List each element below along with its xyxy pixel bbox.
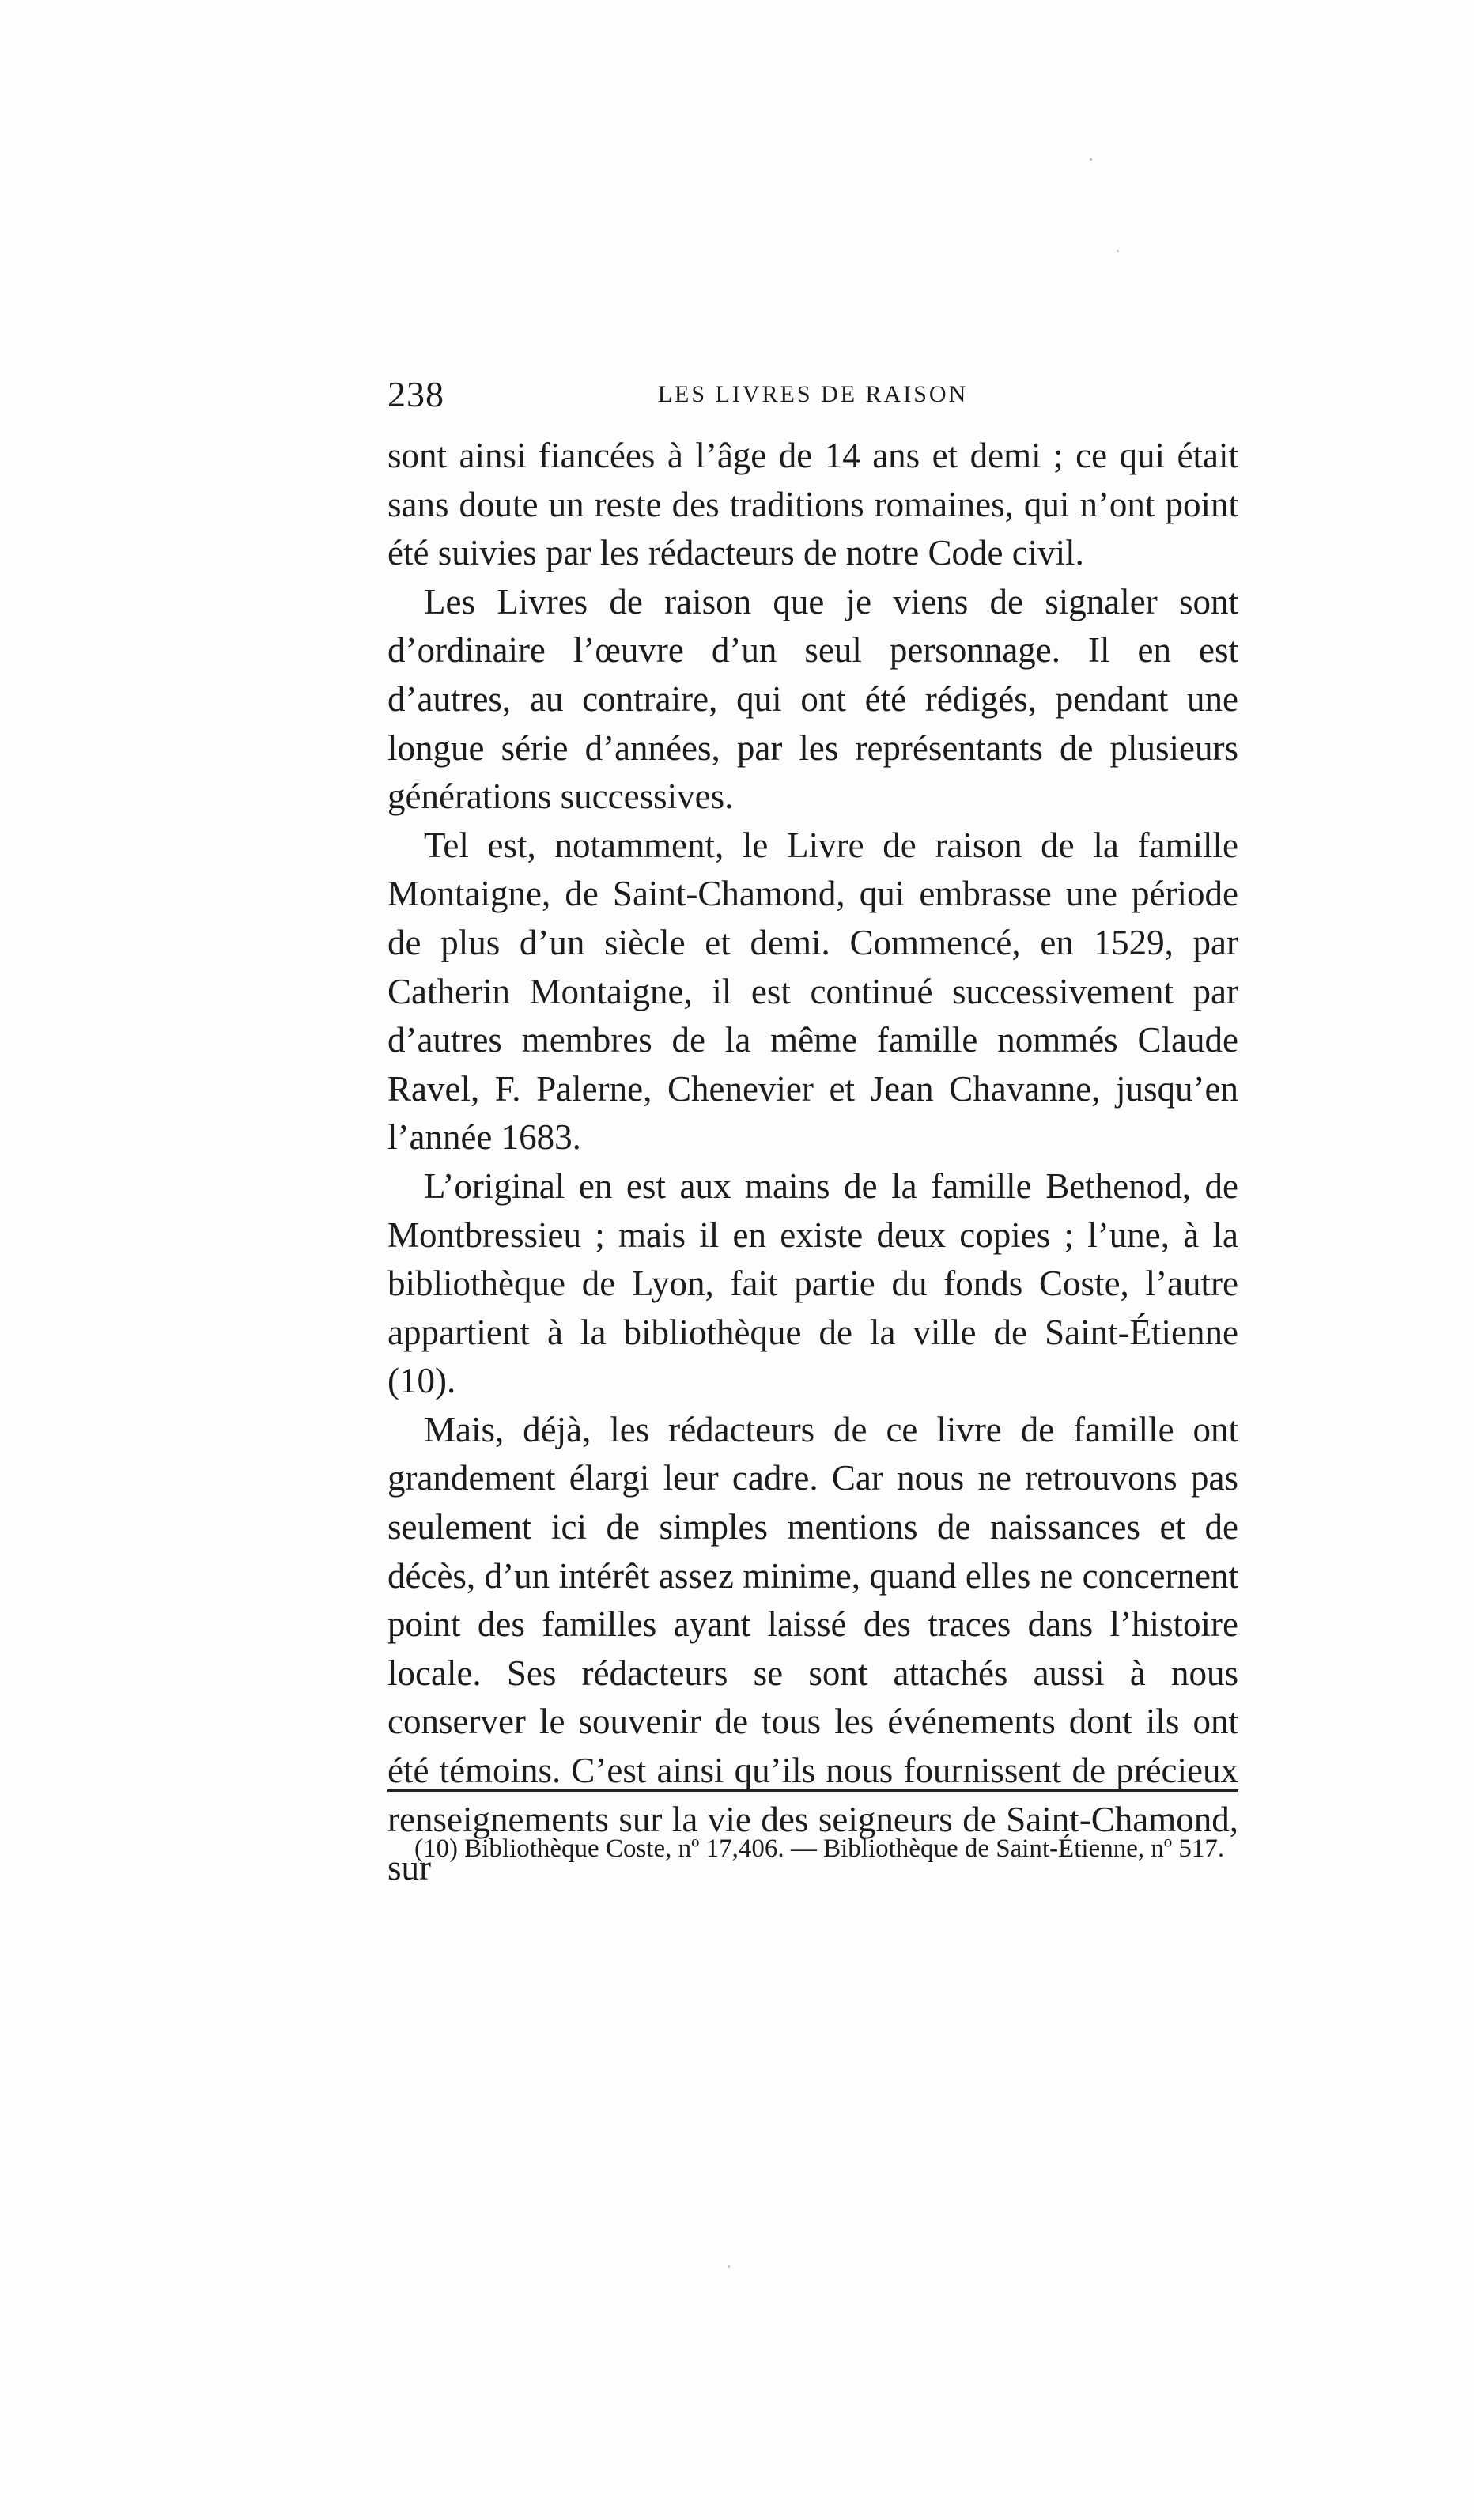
running-title: LES LIVRES DE RAISON [657,381,969,407]
page-number: 238 [387,374,444,414]
paper-speck [1090,158,1092,161]
paragraph: Tel est, notamment, le Livre de raison de la famille Montaigne, de Saint-Chamond, qui embrasse une période de plus d’un siècle et demi. Commencé, en 1529, par Catherin Montaigne, il est continué successivement par d’autres membres de la même famille nommés Claude Ravel, F. Palerne, Chenevier et Jean Chavanne, jusqu’en l’année 1683. [387,825,1238,1158]
footnote-divider [387,1789,1238,1792]
paragraph-continued: sont ainsi fiancées à l’âge de 14 ans et demi ; ce qui était sans doute un reste des traditions romaines, qui n’ont point été suivies par les rédacteurs de notre Code civil. [387,436,1238,573]
paper-speck [1117,250,1119,252]
page-header [387,373,1238,421]
paragraph: Mais, déjà, les rédacteurs de ce livre de famille ont grandement élargi leur cadre. Car nous ne retrouvons pas seulement ici de simples mentions de naissances et de décès, d’un intérêt assez minime, quand elles ne concernent point des familles ayant laissé des traces dans l’histoire locale. Ses rédacteurs se sont attachés aussi à nous conserver le souvenir de tous les événements dont ils ont été témoins. C’est ainsi qu’ils nous fournissent de précieux renseignements sur la vie des seigneurs de Saint-Chamond, sur [387,1409,1238,1888]
paragraph: Les Livres de raison que je viens de signaler sont d’ordinaire l’œuvre d’un seul personnage. Il en est d’autres, au contraire, qui ont été rédigés, pendant une longue série d’années, par les représentants de plusieurs générations successives. [387,581,1238,817]
paper-speck [728,2265,730,2268]
paragraph: L’original en est aux mains de la famille Bethenod, de Montbressieu ; mais il en existe deux copies ; l’une, à la bibliothèque de Lyon, fait partie du fonds Coste, l’autre appartient à la bibliothèque de la ville de Saint-Étienne (10). [387,1166,1238,1401]
body-text [387,432,1238,1893]
footnote: (10) Bibliothèque Coste, nº 17,406. — Bibliothèque de Saint-Étienne, nº 517. [414,1834,1225,1863]
